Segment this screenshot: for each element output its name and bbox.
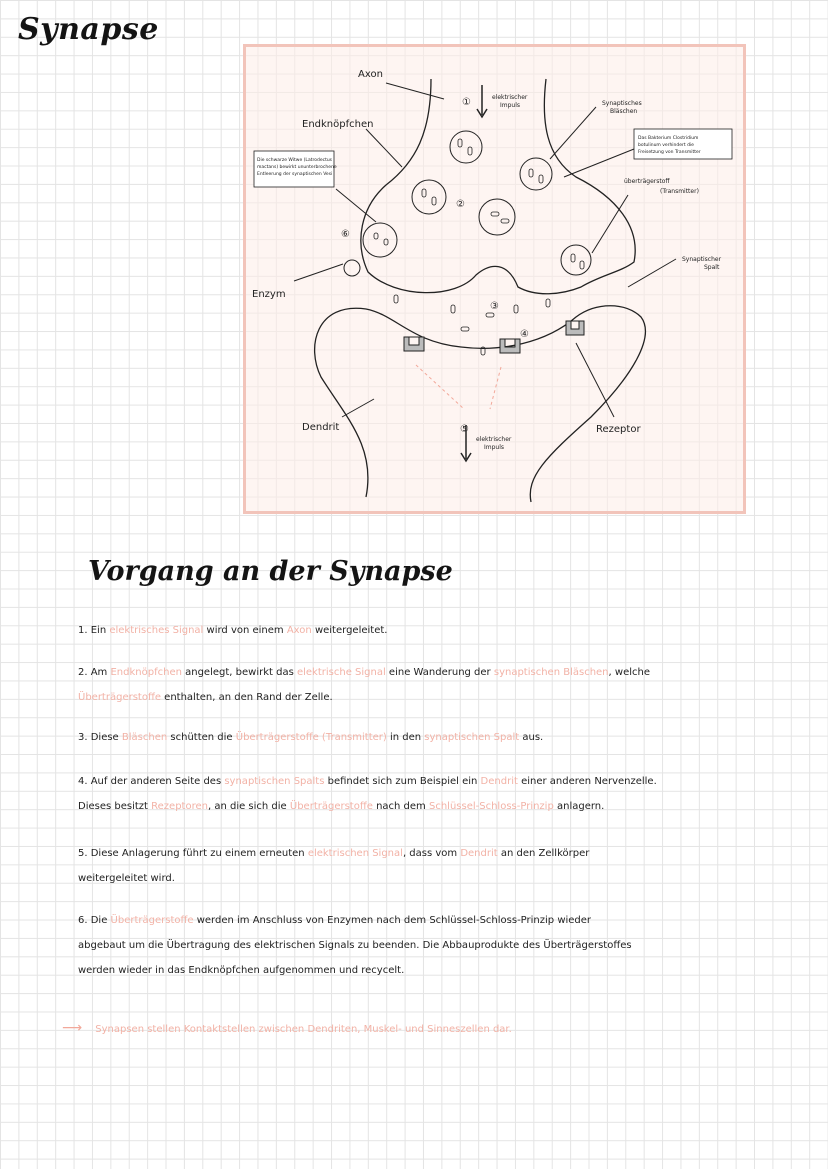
step-text: wird von einem [203, 625, 287, 636]
marker-6: ⑥ [341, 229, 350, 240]
transmitter [461, 327, 469, 331]
highlighted-term: elektrischen Signal [307, 848, 403, 859]
label-enzym: Enzym [252, 289, 286, 300]
vesicle [344, 260, 360, 276]
postsynaptic-membrane [315, 306, 646, 502]
highlighted-term: Endknöpfchen [110, 667, 182, 678]
step-text: aus. [519, 732, 544, 743]
step-text: schütten die [167, 732, 236, 743]
marker-5: ⑤ [460, 424, 469, 435]
summary-text: Synapsen stellen Kontaktstellen zwischen Dendriten, Muskel- und Sinneszellen dar. [95, 1024, 512, 1035]
label-synaptisches-blaeschen-1: Synaptisches [602, 100, 642, 107]
transmitter [422, 189, 426, 197]
label-uebertraegerstoff-1: überträgerstoff [624, 178, 670, 185]
label-synaptischer-spalt-1: Synaptischer [682, 256, 722, 263]
step-text: 2. Am [78, 667, 111, 678]
transmitters [374, 139, 584, 355]
step-text: abgebaut um die Übertragung des elektrischen Signals zu beenden. Die Abbauprodukte des Überträgerstoffes [78, 940, 632, 951]
transmitter [458, 139, 462, 147]
highlighted-term: Dendrit [460, 848, 498, 859]
step-text: weitergeleitet. [311, 625, 388, 636]
vesicle [450, 131, 482, 163]
vesicle [561, 245, 591, 275]
transmitter [374, 233, 378, 239]
step-text: , welche [608, 667, 650, 678]
highlighted-term: synaptischen Spalts [224, 776, 325, 787]
marker-3: ③ [490, 301, 499, 312]
synapse-diagram-svg [246, 47, 743, 511]
label-rezeptor: Rezeptor [596, 424, 641, 435]
receptor [566, 321, 584, 335]
step-text: an den Zellkörper [497, 848, 590, 859]
highlighted-term: synaptischen Spalt [424, 732, 520, 743]
highlighted-term: Überträgerstoffe [78, 692, 161, 703]
label-synaptisches-blaeschen-2: Bläschen [610, 108, 638, 115]
marker-1: ① [462, 97, 471, 108]
highlighted-term: Überträgerstoffe [289, 801, 373, 812]
step-text: werden im Anschluss von Enzymen nach dem Schlüssel-Schloss-Prinzip wieder [193, 915, 592, 926]
highlighted-term: Überträgerstoffe [110, 915, 194, 926]
botulinum-note-line: Das Bakterium Clostridium [638, 136, 699, 141]
vesicle [479, 199, 515, 235]
transmitter [501, 219, 509, 223]
step-text: eine Wanderung der [385, 667, 494, 678]
highlighted-term: elektrische Signal [296, 667, 386, 678]
marker-2: ② [456, 199, 465, 210]
step-text: , dass vom [402, 848, 461, 859]
label-impuls-bottom-2: Impuls [484, 444, 505, 451]
transmitter [451, 305, 455, 313]
pink-dashed-arrows [416, 365, 501, 409]
highlighted-term: Dendrit [480, 776, 518, 787]
highlighted-term: Axon [286, 625, 312, 636]
pointer-lines [294, 83, 676, 417]
step-text: anlagern. [553, 801, 605, 812]
highlighted-term: elektrisches Signal [109, 625, 204, 636]
step-text: 3. Diese [78, 732, 122, 743]
step-1 [78, 618, 738, 643]
witwe-note-line: mactans) bewirkt ununterbrochene [257, 165, 337, 170]
transmitter [529, 169, 533, 177]
right-arrow-icon: ⟶ [62, 1020, 83, 1036]
transmitter [546, 299, 550, 307]
botulinum-note-line: botulinum verhindert die [638, 143, 694, 148]
label-endknoepfchen: Endknöpfchen [302, 119, 374, 130]
step-text: 5. Diese Anlagerung führt zu einem erneuten [78, 848, 308, 859]
step-text: werden wieder in das Endknöpfchen aufgenommen und recycelt. [78, 965, 405, 976]
step-text: nach dem [372, 801, 429, 812]
step-4 [78, 769, 738, 819]
page-title: Synapse [18, 12, 159, 47]
label-synaptischer-spalt-2: Spalt [704, 264, 720, 271]
botulinum-note-line: Freisetzung von Transmitter [638, 150, 701, 155]
highlighted-term: synaptischen Bläschen [493, 667, 609, 678]
transmitter [514, 305, 518, 313]
highlighted-term: Bläschen [121, 732, 168, 743]
synapse-diagram [243, 44, 746, 514]
step-text: 6. Die [78, 915, 111, 926]
receptor [404, 337, 424, 351]
step-3 [78, 725, 738, 750]
step-text: in den [386, 732, 425, 743]
step-5 [78, 841, 738, 891]
step-text: 1. Ein [78, 625, 110, 636]
label-uebertraegerstoff-2: (Transmitter) [660, 188, 699, 195]
transmitter [384, 239, 388, 245]
label-impuls-top-2: Impuls [500, 102, 521, 109]
section-heading: Vorgang an der Synapse [88, 556, 453, 587]
witwe-note-line: Die schwarze Witwe (Latrodectus [257, 158, 333, 163]
transmitter [580, 261, 584, 269]
step-text: befindet sich zum Beispiel ein [324, 776, 481, 787]
step-text: enthalten, an den Rand der Zelle. [161, 692, 333, 703]
highlighted-term: Überträgerstoffe (Transmitter) [235, 732, 387, 743]
step-2 [78, 660, 738, 710]
step-text: angelegt, bewirkt das [181, 667, 297, 678]
step-text: einer anderen Nervenzelle. [517, 776, 657, 787]
step-text: , an die sich die [207, 801, 290, 812]
step-text: Dieses besitzt [78, 801, 152, 812]
vesicle [412, 180, 446, 214]
impulse-arrows [461, 85, 487, 461]
vesicle [363, 223, 397, 257]
label-impuls-bottom-1: elektrischer [476, 436, 512, 443]
witwe-note-line: Entleerung der synaptischen Vesi [257, 172, 333, 177]
step-text: 4. Auf der anderen Seite des [78, 776, 225, 787]
vesicle [520, 158, 552, 190]
label-impuls-top-1: elektrischer [492, 94, 528, 101]
step-text: weitergeleitet wird. [78, 873, 175, 884]
highlighted-term: Rezeptoren [151, 801, 208, 812]
label-axon: Axon [358, 69, 383, 80]
marker-4: ④ [520, 329, 529, 340]
transmitter [486, 313, 494, 317]
step-6 [78, 908, 738, 983]
transmitter [394, 295, 398, 303]
transmitter [468, 147, 472, 155]
summary-line [62, 1018, 762, 1040]
label-dendrit: Dendrit [302, 422, 340, 433]
transmitter [571, 254, 575, 262]
transmitter [432, 197, 436, 205]
transmitter [491, 212, 499, 216]
presynaptic-membrane [361, 79, 638, 294]
highlighted-term: Schlüssel-Schloss-Prinzip [428, 801, 554, 812]
transmitter [539, 175, 543, 183]
